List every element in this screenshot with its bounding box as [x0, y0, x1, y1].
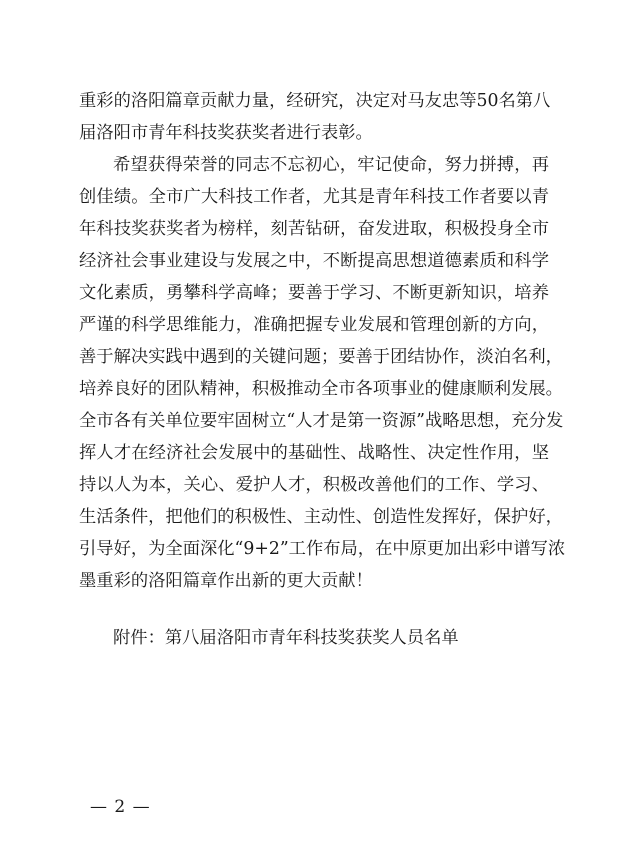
paragraph-line: 生活条件，把他们的积极性、主动性、创造性发挥好，保护好， — [79, 507, 563, 527]
paragraph-line: 墨重彩的洛阳篇章作出新的更大贡献！ — [79, 571, 373, 591]
paragraph-line: 文化素质，勇攀科学高峰；要善于学习、不断更新知识，培养 — [79, 283, 549, 303]
paragraph-line: 重彩的洛阳篇章贡献力量，经研究，决定对马友忠等50名第八 — [79, 91, 551, 111]
paragraph-line: 经济社会事业建设与发展之中，不断提高思想道德素质和科学 — [79, 251, 549, 271]
paragraph-line: 届洛阳市青年科技奖获奖者进行表彰。 — [79, 123, 373, 143]
paragraph-line: 严谨的科学思维能力，准确把握专业发展和管理创新的方向， — [79, 315, 549, 335]
paragraph-line: 挥人才在经济社会发展中的基础性、战略性、决定性作用，坚 — [79, 443, 549, 463]
attachment-line: 附件：第八届洛阳市青年科技奖获奖人员名单 — [113, 628, 459, 648]
paragraph-line: 全市各有关单位要牢固树立“人才是第一资源”战略思想，充分发 — [79, 411, 564, 431]
paragraph-line: 培养良好的团队精神，积极推动全市各项事业的健康顺利发展。 — [79, 379, 563, 399]
page-number: — 2 — — [90, 797, 151, 817]
paragraph-line: 希望获得荣誉的同志不忘初心，牢记使命，努力拼搏，再 — [113, 155, 549, 175]
paragraph-line: 引导好，为全面深化“9+2”工作布局，在中原更加出彩中谱写浓 — [79, 539, 566, 559]
paragraph-line: 善于解决实践中遇到的关键问题；要善于团结协作，淡泊名利， — [79, 347, 563, 367]
paragraph-line: 年科技奖获奖者为榜样，刻苦钻研，奋发进取，积极投身全市 — [79, 219, 549, 239]
paragraph-line: 持以人为本，关心、爱护人才，积极改善他们的工作、学习、 — [79, 475, 549, 495]
paragraph-line: 创佳绩。全市广大科技工作者，尤其是青年科技工作者要以青 — [79, 187, 549, 207]
